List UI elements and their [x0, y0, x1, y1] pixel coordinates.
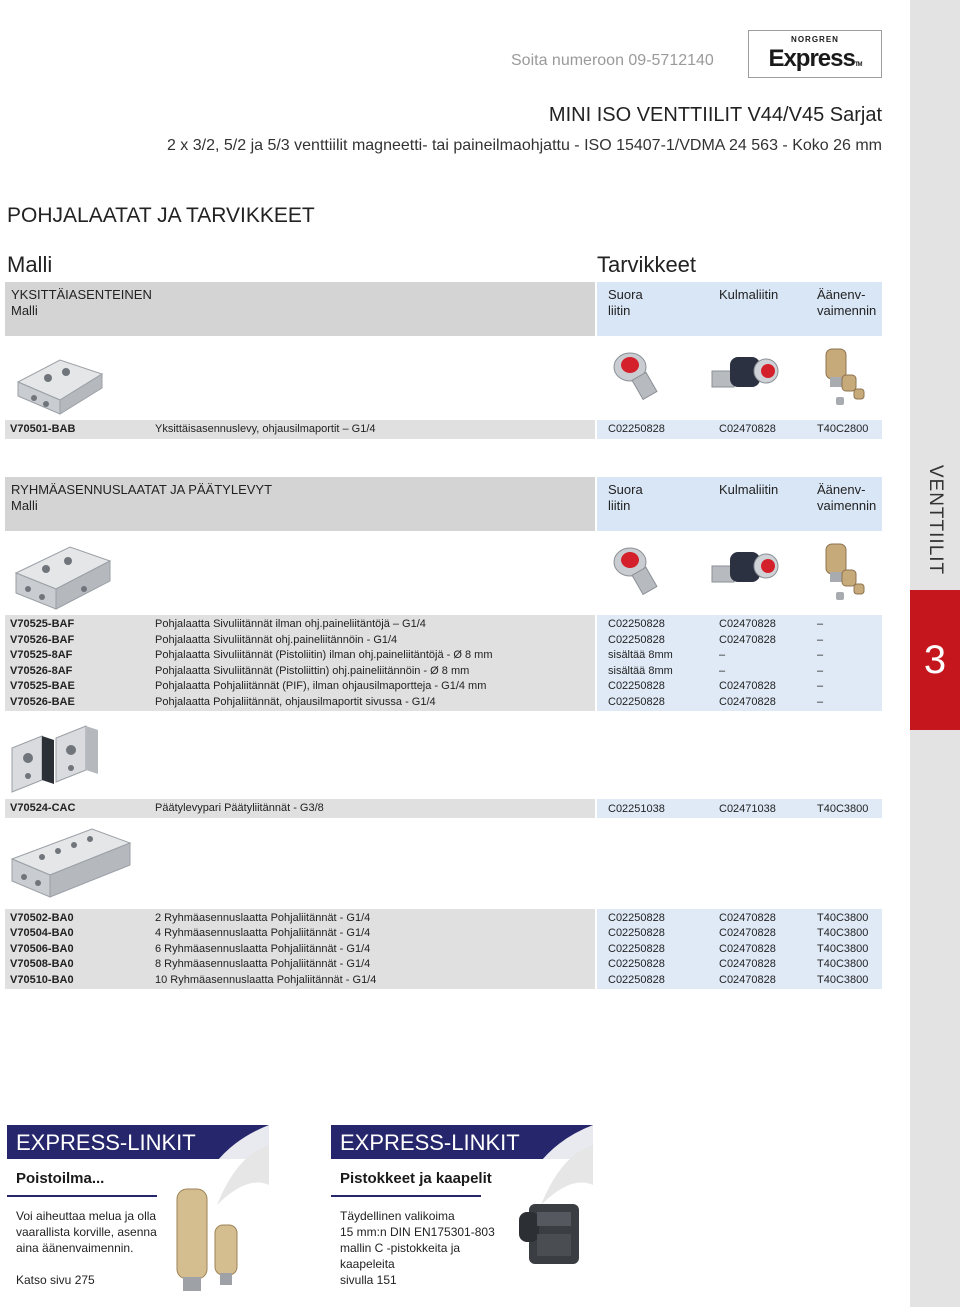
accessory-straight: C02250828 [608, 958, 665, 970]
table-row-accessories [597, 420, 882, 439]
page-subtitle: 2 x 3/2, 5/2 ja 5/3 venttiilit magneetti- tai paineilmaohjattu - ISO 15407-1/VDMA 24 563 - Koko 26 mm [166, 137, 882, 154]
straight-connector-image [606, 540, 666, 605]
header-straight: Suora liitin [608, 287, 643, 318]
block2-rows-left [5, 615, 595, 711]
accessory-straight: C02250828 [608, 680, 665, 692]
part-code: V70506-BA0 [10, 943, 74, 955]
elbow-connector-image [708, 345, 783, 405]
accessory-straight: C02250828 [608, 943, 665, 955]
accessory-elbow: C02470828 [719, 958, 776, 970]
header-silencer: Äänenv- vaimennin [817, 482, 877, 513]
promo-title: EXPRESS-LINKIT [340, 1130, 520, 1155]
end-plate-pair-image [8, 718, 103, 796]
part-description: Pohjalaatta Sivuliitännät (Pistoliitin) ilman ohj.paineliitäntöjä - Ø 8 mm [155, 649, 493, 661]
accessory-silencer: T40C2800 [817, 423, 869, 435]
part-code: V70526-8AF [10, 665, 73, 677]
accessory-silencer: – [817, 618, 824, 630]
phone-number: Soita numeroon 09-5712140 [511, 52, 714, 69]
accessory-silencer: T40C3800 [817, 912, 869, 924]
column-heading-model: Malli [7, 252, 53, 277]
header-silencer: Äänenv- vaimennin [817, 287, 877, 318]
part-code: V70524-CAC [10, 802, 76, 814]
norgren-express-logo [748, 30, 882, 78]
accessory-silencer: T40C3800 [817, 958, 869, 970]
header-elbow: Kulmaliitin [719, 287, 779, 302]
accessory-silencer: T40C3800 [817, 927, 869, 939]
accessory-straight: C02250828 [608, 974, 665, 986]
multi-station-manifold-image [8, 823, 133, 903]
accessory-silencer: – [817, 696, 824, 708]
section-title: POHJALAATAT JA TARVIKKEET [7, 204, 315, 227]
part-description: 2 Ryhmäasennuslaatta Pohjaliitännät - G1/4 [155, 912, 371, 924]
accessory-elbow: C02471038 [719, 803, 776, 815]
accessory-elbow: – [719, 665, 726, 677]
block1-header-left [5, 282, 595, 336]
promo-title: EXPRESS-LINKIT [16, 1130, 196, 1155]
accessory-silencer: T40C3800 [817, 943, 869, 955]
block4-rows-left [5, 909, 595, 989]
promo-subtitle: Poistoilma... [16, 1170, 105, 1187]
part-code: V70526-BAF [10, 634, 75, 646]
accessory-straight: C02250828 [608, 618, 665, 630]
silencer-image [812, 540, 874, 605]
accessory-straight: C02250828 [608, 912, 665, 924]
promo-card-plugs-cables[interactable] [331, 1125, 593, 1295]
part-code: V70525-BAF [10, 618, 75, 630]
part-code: V70525-BAE [10, 680, 75, 692]
block1-header-model: Malli [11, 303, 38, 318]
accessory-straight: C02251038 [608, 803, 665, 815]
part-description: Pohjalaatta Pohjaliitännät, ohjausilmaportit sivussa - G1/4 [155, 696, 436, 708]
silencer-image [812, 345, 874, 410]
part-description: Päätylevypari Päätyliitännät - G3/8 [155, 802, 324, 814]
single-subbase-image [10, 342, 105, 417]
block1-header-right [597, 282, 882, 336]
accessory-straight: C02250828 [608, 634, 665, 646]
accessory-elbow: C02470828 [719, 974, 776, 986]
straight-connector-image [606, 345, 666, 410]
accessory-straight: sisältää 8mm [608, 649, 673, 661]
promo-card-silencers[interactable] [7, 1125, 269, 1295]
part-description: Pohjalaatta Sivuliitännät ohj.paineliitännöin - G1/4 [155, 634, 398, 646]
elbow-connector-image [708, 540, 783, 600]
promo-divider [331, 1195, 481, 1197]
part-description: 8 Ryhmäasennuslaatta Pohjaliitännät - G1/4 [155, 958, 371, 970]
block2-header-title: RYHMÄASENNUSLAATAT JA PÄÄTYLEVYT [11, 482, 273, 497]
accessory-silencer: – [817, 680, 824, 692]
accessory-elbow: C02470828 [719, 912, 776, 924]
header-straight: Suora liitin [608, 482, 643, 513]
promo-divider [7, 1195, 157, 1197]
din-plug-connector-image [511, 1190, 591, 1285]
silencer-product-image [167, 1185, 262, 1295]
logo-brand: NORGREN [791, 35, 839, 44]
part-code: V70508-BA0 [10, 958, 74, 970]
table-row-accessories [597, 799, 882, 818]
table-row [5, 420, 595, 439]
block2-header-model: Malli [11, 498, 38, 513]
part-code: V70501-BAB [10, 423, 76, 435]
part-code: V70525-8AF [10, 649, 73, 661]
header-elbow: Kulmaliitin [719, 482, 779, 497]
accessory-elbow: C02470828 [719, 680, 776, 692]
chapter-number-tab[interactable]: 3 [910, 590, 960, 730]
accessory-elbow: C02470828 [719, 423, 776, 435]
page-title: MINI ISO VENTTIILIT V44/V45 Sarjat [548, 104, 882, 126]
part-description: Pohjalaatta Sivuliitännät ilman ohj.paineliitäntöjä – G1/4 [155, 618, 426, 630]
part-description: 4 Ryhmäasennuslaatta Pohjaliitännät - G1/4 [155, 927, 371, 939]
accessory-silencer: T40C3800 [817, 974, 869, 986]
sidebar-label: VENTTIILIT [925, 464, 946, 576]
part-description: 6 Ryhmäasennuslaatta Pohjaliitännät - G1/4 [155, 943, 371, 955]
block2-rows-right [597, 615, 882, 711]
part-code: V70526-BAE [10, 696, 75, 708]
promo-page-ref[interactable]: Katso sivu 275 [16, 1273, 95, 1287]
accessory-elbow: C02470828 [719, 943, 776, 955]
accessory-silencer: T40C3800 [817, 803, 869, 815]
part-description: 10 Ryhmäasennuslaatta Pohjaliitännät - G1/4 [155, 974, 377, 986]
part-description: Pohjalaatta Sivuliitännät (Pistoliittin) ohj.paineliitännöin - Ø 8 mm [155, 665, 470, 677]
part-code: V70502-BA0 [10, 912, 74, 924]
part-description: Yksittäisasennuslevy, ohjausilmaportit – G1/4 [155, 423, 376, 435]
accessory-straight: sisältää 8mm [608, 665, 673, 677]
accessory-straight: C02250828 [608, 927, 665, 939]
promo-subtitle: Pistokkeet ja kaapelit [340, 1170, 492, 1187]
block1-header-title: YKSITTÄIASENTEINEN [11, 287, 152, 302]
table-row [5, 799, 595, 818]
accessory-elbow: C02470828 [719, 696, 776, 708]
logo-word: ExpressTM [768, 45, 862, 72]
accessory-silencer: – [817, 649, 824, 661]
accessory-elbow: – [719, 649, 726, 661]
accessory-silencer: – [817, 665, 824, 677]
promo-body: Täydellinen valikoima 15 mm:n DIN EN175301-803 mallin C -pistokkeita ja kaapeleita sivulla 151 [340, 1209, 495, 1287]
manifold-subbase-image [10, 533, 115, 613]
column-heading-accessories: Tarvikkeet [597, 252, 697, 277]
part-code: V70510-BA0 [10, 974, 74, 986]
block2-header-right [597, 477, 882, 531]
promo-body: Voi aiheuttaa melua ja olla vaarallista korville, asenna aina äänenvaimennin. [16, 1209, 157, 1255]
block2-header-left [5, 477, 595, 531]
accessory-silencer: – [817, 634, 824, 646]
accessory-elbow: C02470828 [719, 634, 776, 646]
part-code: V70504-BA0 [10, 927, 74, 939]
accessory-elbow: C02470828 [719, 927, 776, 939]
accessory-elbow: C02470828 [719, 618, 776, 630]
part-description: Pohjalaatta Pohjaliitännät (PIF), ilman ohjausilmaportteja - G1/4 mm [155, 680, 487, 692]
accessory-straight: C02250828 [608, 696, 665, 708]
block4-rows-right [597, 909, 882, 989]
accessory-straight: C02250828 [608, 423, 665, 435]
